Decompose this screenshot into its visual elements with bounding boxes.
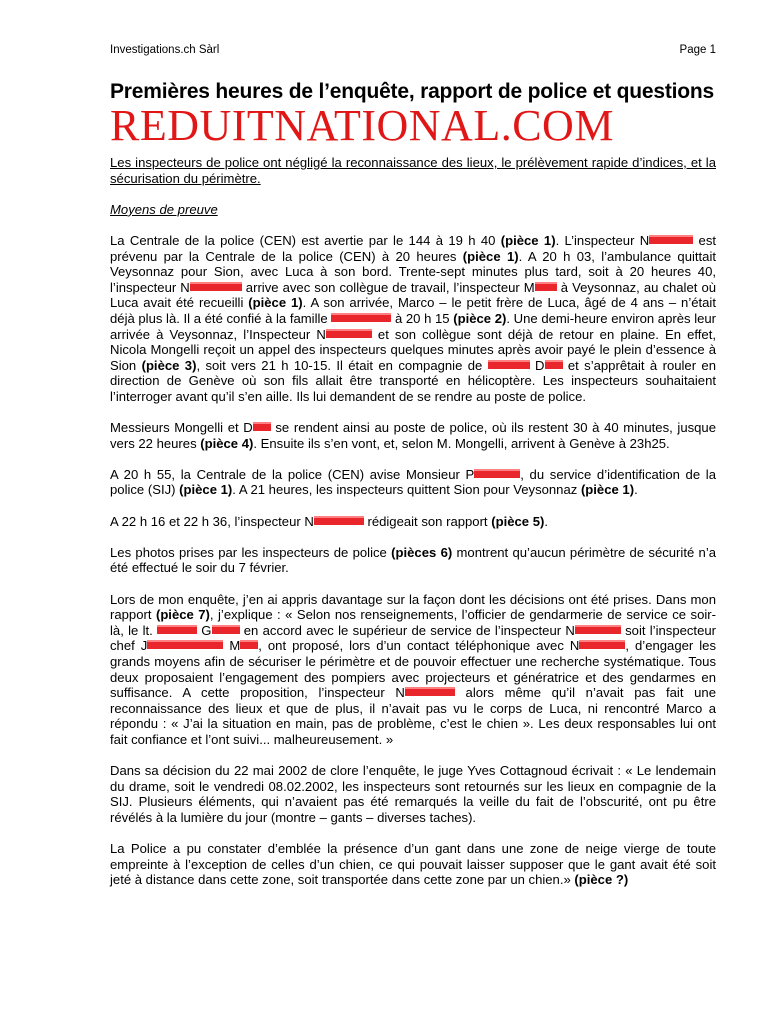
redaction-mark bbox=[488, 360, 530, 369]
redaction-mark bbox=[331, 313, 391, 322]
document-body bbox=[110, 155, 716, 904]
redaction-mark bbox=[545, 360, 563, 369]
redaction-mark bbox=[240, 640, 258, 649]
redaction-mark bbox=[474, 469, 520, 478]
redaction-mark bbox=[405, 687, 455, 696]
paragraph-3: A 20 h 55, la Centrale de la police (CEN) avise Monsieur P , du service d’identification de la police (SIJ) (pièce 1). A 21 heures, les inspecteurs quittent Sion pour Veysonnaz (pièce 1). bbox=[110, 466, 716, 498]
paragraph-1: La Centrale de la police (CEN) est avertie par le 144 à 19 h 40 (pièce 1). L’inspecteur N est prévenu par la Centrale de la police (CEN) à 20 heures (pièce 1). A 20 h 03, l’ambulance quittait Veysonnaz pour Sion, avec Luca à son bord. Trente-sept minutes plus tard, soit à 20 heures 40, l’inspecteur N arrive avec son collègue de travail, l’inspecteur M à Veysonnaz, au chalet où Luca avait été recueilli (pièce 1). A son arrivée, Marco – le petit frère de Luca, âgé de 4 ans – n’était déjà plus là. Il a été confié à la famille à 20 h 15 (pièce 2). Une demi-heure environ après leur arrivée à Veysonnaz, l’Inspecteur N et son collègue sont déjà de retour en plaine. En effet, Nicola Mongelli reçoit un appel des inspecteurs quelques minutes après avoir payé le plein d’essence à Sion (pièce 3), soit vers 21 h 10-15. Il était en compagnie de D et s’apprêtait à rouler en direction de Genève où son fils allait être transporté en hélicoptère. Les inspecteurs souhaitaient l’interroger avant qu’il s’en aille. Ils lui demandent de se rendre au poste de police. bbox=[110, 232, 717, 404]
intro-paragraph: Les inspecteurs de police ont négligé la reconnaissance des lieux, le prélèvement rapide d’indices, et la sécurisation du périmètre. bbox=[110, 155, 716, 186]
paragraph-6: Lors de mon enquête, j’en ai appris davantage sur la façon dont les décisions ont été prises. Dans mon rapport (pièce 7), j’explique : « Selon nos renseignements, l’officier de gendarmerie de service ce soir-là, le lt. G en accord avec le supérieur de service de l’inspecteur N soit l’inspecteur chef J M , ont proposé, lors d’un contact téléphonique avec N , d’engager les grands moyens afin de sécuriser le périmètre et de pouvoir effectuer une recherche systématique. Tous deux proposaient l’engagement des pompiers avec projecteurs et génératrice et des gendarmes en suffisance. A cette proposition, l’inspecteur N alors même qu’il n’avait pas fait une reconnaissance des lieux et que de plus, il n’avait pas vu le corps de Luca, ni rencontré Marco a répondu : « J’ai la situation en main, pas de problème, c’est le chien ». Les deux responsables lui ont fait confiance et l’ont suivi... malheureusement. » bbox=[110, 591, 717, 747]
paragraph-5: Les photos prises par les inspecteurs de police (pièces 6) montrent qu’aucun périmètre de sécurité n’a été effectué le soir du 7 février. bbox=[110, 544, 717, 576]
redaction-mark bbox=[535, 282, 557, 291]
redaction-mark bbox=[575, 625, 621, 634]
paragraph-7: Dans sa décision du 22 mai 2002 de clore l’enquête, le juge Yves Cottagnoud écrivait : « Le lendemain du drame, soit le vendredi 08.02.2002, les inspecteurs sont retournés sur les lieux en compagnie de la SIJ. Plusieurs éléments, qui n’avaient pas été remarqués la veille du fait de l’obscurité, ont pu être révélés à la lumière du jour (montre – gants – diverses taches). bbox=[110, 763, 716, 825]
paragraph-4: A 22 h 16 et 22 h 36, l’inspecteur N rédigeait son rapport (pièce 5). bbox=[110, 513, 548, 529]
header-company: Investigations.ch Sàrl bbox=[110, 44, 220, 56]
redaction-mark bbox=[579, 640, 625, 649]
redaction-mark bbox=[157, 625, 197, 634]
section-title: Moyens de preuve bbox=[110, 201, 218, 217]
header-page-number: Page 1 bbox=[679, 44, 716, 56]
paragraph-8: La Police a pu constater d’emblée la présence d’un gant dans une zone de neige vierge de toute empreinte à l’exception de celles d’un chien, ce qui pouvait laisser supposer que le gant avait été soit jeté à distance dans cette zone, soit transportée dans cette zone par un chien.» (pièce ?) bbox=[110, 841, 716, 888]
redaction-mark bbox=[147, 640, 223, 649]
redaction-mark bbox=[190, 282, 242, 291]
document-title: Premières heures de l’enquête, rapport de police et questions bbox=[110, 80, 714, 103]
redaction-mark bbox=[253, 422, 271, 431]
redaction-mark bbox=[314, 516, 364, 525]
redaction-mark bbox=[212, 625, 240, 634]
paragraph-2: Messieurs Mongelli et D se rendent ainsi au poste de police, où ils restent 30 à 40 minutes, jusque vers 22 heures (pièce 4). Ensuite ils s’en vont, et, selon M. Mongelli, arrivent à Genève à 23h25. bbox=[110, 420, 716, 451]
brand-logo-text: REDUITNATIONAL.COM bbox=[110, 101, 614, 150]
redaction-mark bbox=[649, 235, 693, 244]
redaction-mark bbox=[326, 329, 372, 338]
